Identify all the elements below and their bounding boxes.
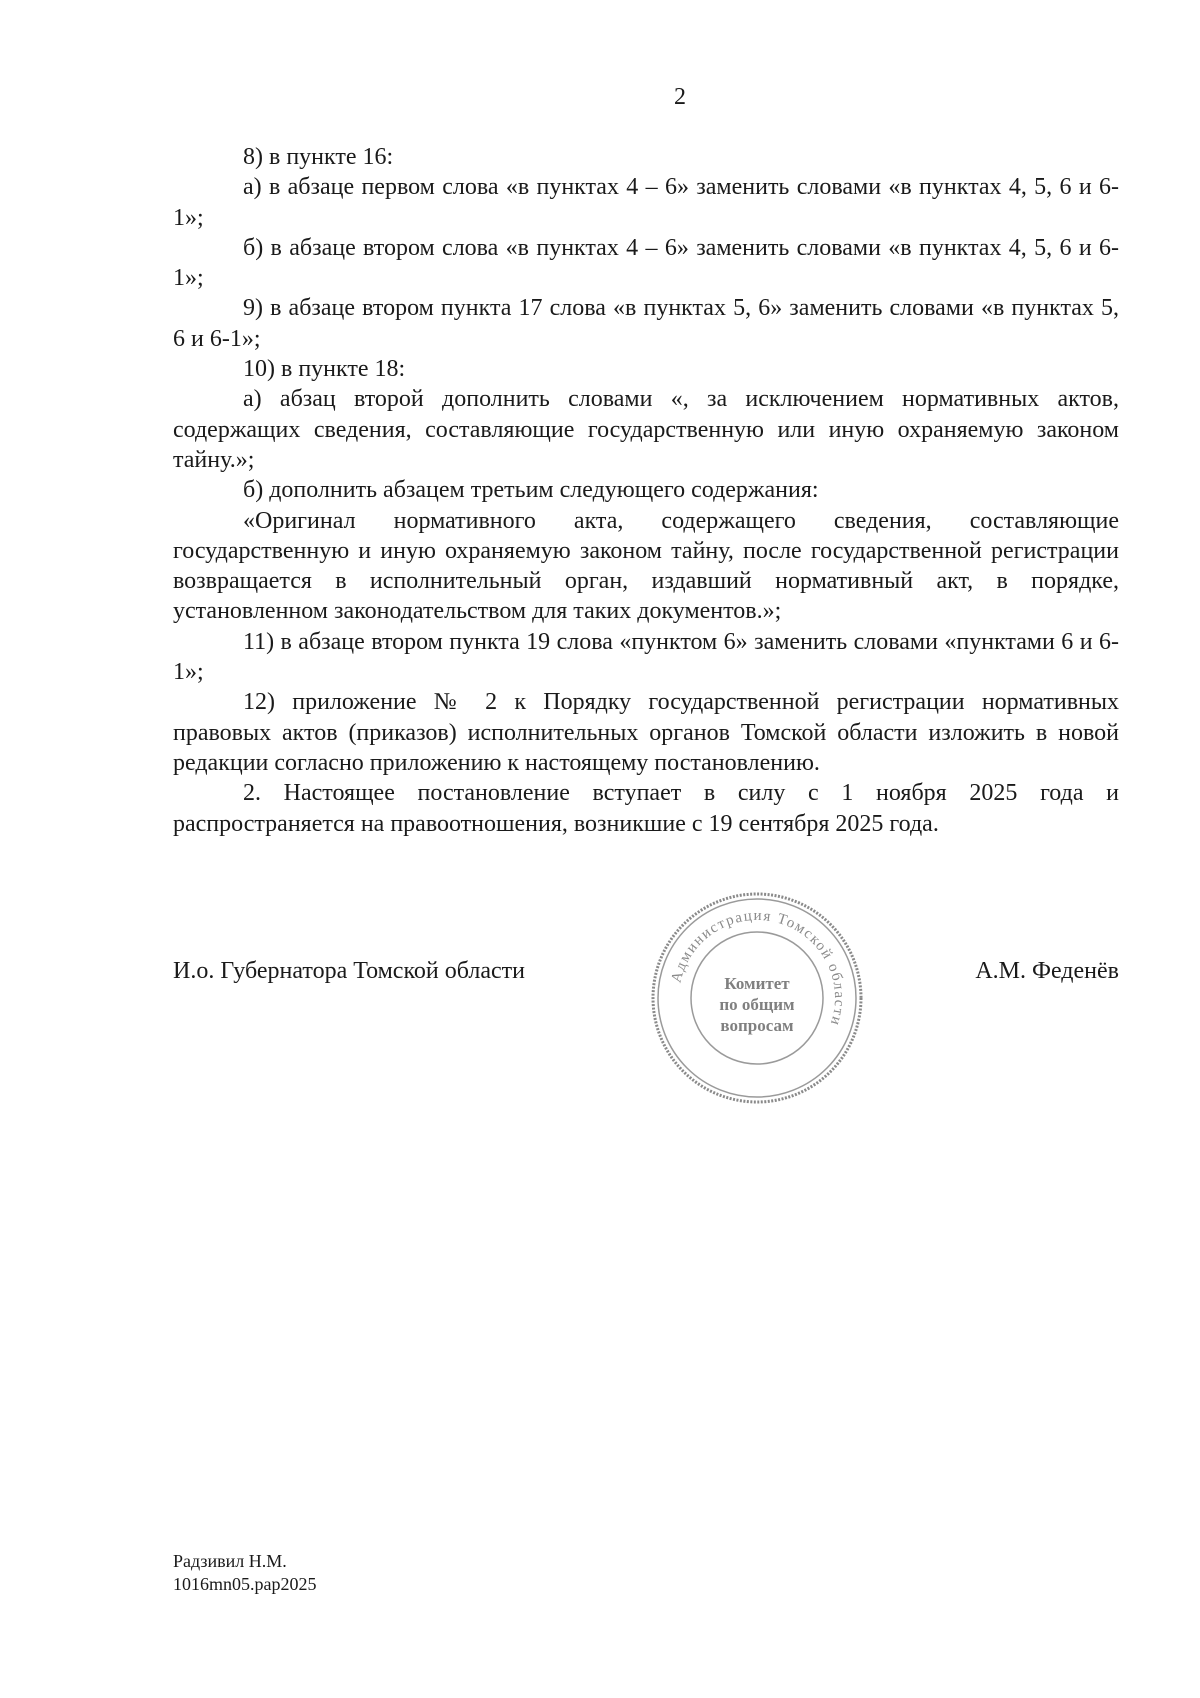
paragraph-section-2: 2. Настоящее постановление вступает в силу с 1 ноября 2025 года и распространяется на правоотношения, возникшие с 19 сентября 2025 года. [173,780,1119,837]
paragraph-item-12: 12) приложение № 2 к Порядку государственной регистрации нормативных правовых актов (приказов) исполнительных органов Томской области изложить в новой редакции согласно приложению к настоящему постановлению. [173,689,1119,776]
page-number: 2 [674,84,686,110]
paragraph-item-8: 8) в пункте 16: [243,144,394,170]
signatory-name: А.М. Феденёв [975,958,1119,984]
paragraph-quote: «Оригинал нормативного акта, содержащего сведения, составляющие государственную и иную охраняемую законом тайну, после государственной регистрации возвращается в исполнительный орган, издавший нормативный акт, в порядке, установленном законодательством для таких документов.»; [173,507,1119,625]
paragraph-item-10: 10) в пункте 18: [243,356,406,383]
document-footer [173,1550,317,1596]
paragraph-item-10b: б) дополнить абзацем третьим следующего содержания: [243,477,819,504]
executor-name: Радзивил Н.М. [173,1551,287,1571]
paragraph-item-10a: а) абзац второй дополнить словами «, за исключением нормативных актов, содержащих сведения, составляющие государственную или иную охраняемую законом тайну.»; [173,386,1119,473]
signatory-position: И.о. Губернатора Томской области [173,958,525,984]
stamp-line-2: по общим [719,995,795,1014]
paragraph-item-8b: б) в абзаце втором слова «в пунктах 4 – 6» заменить словами «в пунктах 4, 5, 6 и 6-1»; [173,234,1119,292]
paragraph-item-9: 9) в абзаце втором пункта 17 слова «в пунктах 5, 6» заменить словами «в пунктах 5, 6 и 6-1»; [173,295,1119,352]
stamp-line-3: вопросам [720,1016,794,1035]
stamp-line-1: Комитет [724,974,790,993]
paragraph-item-8a: а) в абзаце первом слова «в пунктах 4 – 6» заменить словами «в пунктах 4, 5, 6 и 6-1»; [173,174,1119,231]
official-stamp [645,886,869,1110]
document-body [173,142,1119,839]
file-code: 1016mn05.pap2025 [173,1574,317,1594]
paragraph-item-11: 11) в абзаце втором пункта 19 слова «пунктом 6» заменить словами «пунктами 6 и 6-1»; [173,628,1119,686]
stamp-ring-text: Администрация Томской области [668,907,848,1029]
